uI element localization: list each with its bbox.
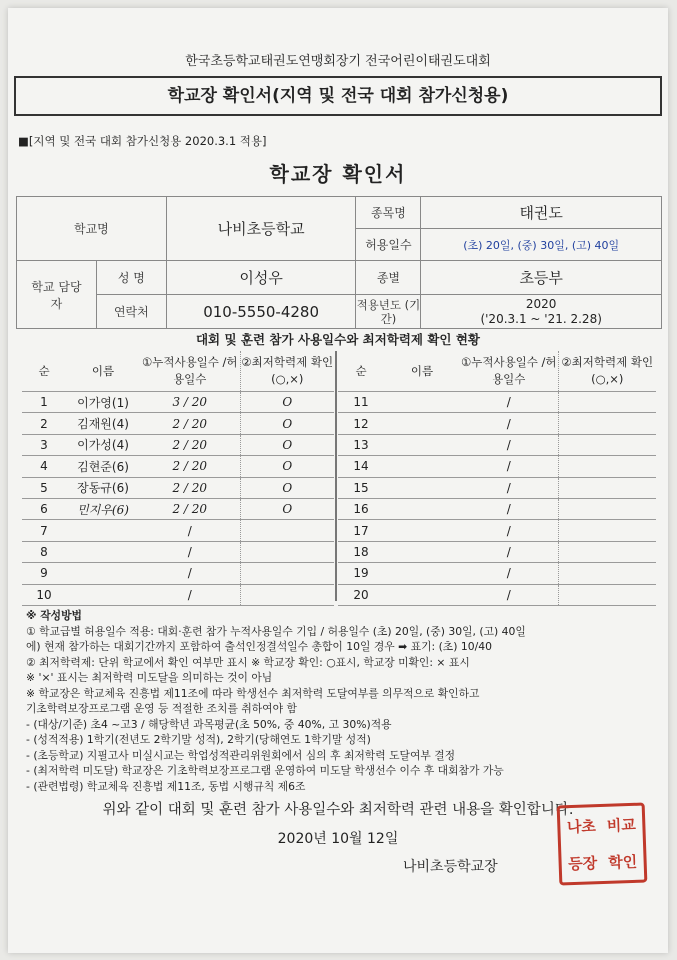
row-no: 6 (22, 498, 66, 519)
table-row (338, 584, 656, 605)
row-name: 김현준(6) (66, 456, 140, 477)
row-no: 4 (22, 456, 66, 477)
row-days: / (140, 520, 240, 541)
year-label: 적용년도 (기간) (356, 295, 421, 329)
row-days: / (140, 584, 240, 605)
row-days: 2 / 20 (140, 498, 240, 519)
row-days: 2 / 20 (140, 456, 240, 477)
row-days: / (460, 584, 558, 605)
table-row (22, 434, 334, 455)
table-row (22, 413, 334, 434)
col-check-header: ②최저학력제 확인(○,×) (240, 351, 334, 392)
row-name: 김재원(4) (66, 413, 140, 434)
row-no: 14 (338, 456, 384, 477)
table-row (22, 520, 334, 541)
row-days: / (460, 563, 558, 584)
note-line: - (최저학력 미도달) 학교장은 기초학력보장프로그램 운영하여 미도달 학생선수 이수 후 대회참가 가능 (26, 764, 504, 777)
row-check: O (240, 456, 334, 477)
note-line: - (관련법령) 학교체육 진흥법 제11조, 동법 시행규칙 제6조 (26, 779, 306, 793)
table-row (22, 456, 334, 477)
row-no: 20 (338, 584, 384, 605)
period-value: ('20.3.1 ~ '21. 2.28) (480, 311, 602, 326)
row-name (384, 413, 460, 434)
row-no: 12 (338, 413, 384, 434)
row-check (558, 477, 656, 498)
row-days: / (460, 520, 558, 541)
note-line: - (초등학교) 지필고사 미실시교는 학업성적관리위원회에서 심의 후 최저학력 도달여부 결정 (26, 748, 456, 762)
row-check: O (240, 498, 334, 519)
row-name (384, 541, 460, 562)
row-days: / (460, 413, 558, 434)
col-days-header: ①누적사용일수 /허용일수 (140, 351, 240, 392)
table-row (22, 584, 334, 605)
usage-table-left (22, 351, 334, 606)
name-label: 성 명 (96, 261, 166, 295)
row-no: 3 (22, 434, 66, 455)
note-line: - (대상/기준) 초4 ~고3 / 해당학년 과목평균(초 50%, 중 40%, 고 30%)적용 (26, 717, 392, 731)
year-value: 2020 (525, 296, 557, 311)
table-row (338, 477, 656, 498)
document-page (8, 8, 668, 953)
note-line: ※ 학교장은 학교체육 진흥법 제11조에 따라 학생선수 최저학력 도달여부를 의무적으로 확인하고 (26, 686, 480, 700)
row-days: / (460, 477, 558, 498)
col-no-header: 순 (22, 351, 66, 392)
event-label: 종목명 (356, 197, 421, 229)
manager-label: 학교 담당자 (17, 261, 97, 329)
school-label: 학교명 (17, 197, 167, 261)
row-name: 이가영(1) (66, 392, 140, 413)
table-row (22, 563, 334, 584)
row-name (384, 563, 460, 584)
row-check (240, 563, 334, 584)
row-name (384, 434, 460, 455)
row-no: 2 (22, 413, 66, 434)
row-no: 18 (338, 541, 384, 562)
form-note: ■[지역 및 전국 대회 참가신청용 2020.3.1 적용] (18, 134, 267, 148)
row-check (558, 413, 656, 434)
table-row (338, 498, 656, 519)
col-days-header: ①누적사용일수 /허용일수 (460, 351, 558, 392)
row-name (384, 584, 460, 605)
row-check (240, 520, 334, 541)
row-days: / (460, 392, 558, 413)
row-check (558, 434, 656, 455)
section-title: 대회 및 훈련 참가 사용일수와 최저학력제 확인 현황 (195, 332, 481, 347)
row-days: / (140, 541, 240, 562)
row-no: 15 (338, 477, 384, 498)
row-days: 2 / 20 (140, 477, 240, 498)
row-check: O (240, 392, 334, 413)
row-no: 16 (338, 498, 384, 519)
row-no: 5 (22, 477, 66, 498)
form-title-box: 학교장 확인서(지역 및 전국 대회 참가신청용) (14, 76, 662, 116)
contact-label: 연락처 (96, 295, 166, 329)
row-check: O (240, 413, 334, 434)
row-days: / (460, 434, 558, 455)
col-no-header: 순 (338, 351, 384, 392)
row-name (66, 584, 140, 605)
row-no: 1 (22, 392, 66, 413)
note-line: ② 최저학력제: 단위 학교에서 확인 여부만 표시 ※ 학교장 확인: ○표시, 학교장 미확인: × 표시 (26, 655, 470, 669)
row-name (384, 392, 460, 413)
row-days: / (460, 456, 558, 477)
row-no: 13 (338, 434, 384, 455)
principal-signature: 나비초등학교장 (403, 859, 498, 875)
row-name: 이가성(4) (66, 434, 140, 455)
row-days: / (460, 541, 558, 562)
note-line: 에) 현재 참가하는 대회기간까지 포함하여 출석인정결석일수 총합이 10일 경우 ➡ 표기: (초) 10/40 (26, 640, 492, 653)
row-check (240, 584, 334, 605)
row-no: 7 (22, 520, 66, 541)
row-no: 17 (338, 520, 384, 541)
table-row (22, 392, 334, 413)
row-name (66, 520, 140, 541)
table-row (338, 541, 656, 562)
event-value: 태권도 (421, 197, 662, 229)
contact-value: 010-5550-4280 (166, 295, 356, 329)
note-line: - (성적적용) 1학기(전년도 2학기말 성적), 2학기(당해연도 1학기말 성적) (26, 733, 371, 746)
row-check (558, 498, 656, 519)
row-days: / (460, 498, 558, 519)
row-name (384, 477, 460, 498)
row-check (240, 541, 334, 562)
row-no: 10 (22, 584, 66, 605)
table-row (338, 434, 656, 455)
row-no: 11 (338, 392, 384, 413)
row-days: 2 / 20 (140, 434, 240, 455)
table-row (338, 563, 656, 584)
col-name-header: 이름 (384, 351, 460, 392)
allowed-days-value: (초) 20일, (중) 30일, (고) 40일 (421, 229, 662, 261)
table-row (22, 477, 334, 498)
row-check (558, 392, 656, 413)
note-line: 기초학력보장프로그램 운영 등 적절한 조치를 취하여야 함 (26, 702, 297, 715)
table-row (338, 413, 656, 434)
row-check (558, 584, 656, 605)
row-check (558, 520, 656, 541)
note-line: ※ 작성방법 (26, 609, 82, 622)
table-row (338, 456, 656, 477)
organization-name: 한국초등학교태권도연맹회장기 전국어린이태권도대회 (185, 54, 491, 69)
table-row (338, 520, 656, 541)
table-row (22, 541, 334, 562)
row-name: 장동규(6) (66, 477, 140, 498)
year-period-cell (421, 295, 662, 329)
name-value: 이성우 (166, 261, 356, 295)
col-name-header: 이름 (66, 351, 140, 392)
table-row (22, 498, 334, 519)
row-name (384, 520, 460, 541)
row-days: 2 / 20 (140, 413, 240, 434)
official-seal: 나초 비교 등장 학인 (557, 802, 648, 885)
row-name: 민지우(6) (66, 498, 140, 519)
table-divider (335, 351, 337, 601)
confirmation-statement: 위와 같이 대회 및 훈련 참가 사용일수와 최저학력 관련 내용을 확인합니다. (102, 802, 574, 818)
school-value: 나비초등학교 (166, 197, 356, 261)
row-no: 9 (22, 563, 66, 584)
table-row (338, 392, 656, 413)
note-line: ① 학교급별 허용일수 적용: 대회·훈련 참가 누적사용일수 기입 / 허용일수 (초) 20일, (중) 30일, (고) 40일 (26, 624, 526, 638)
row-check (558, 456, 656, 477)
row-name (384, 498, 460, 519)
row-check (558, 541, 656, 562)
col-check-header: ②최저학력제 확인(○,×) (558, 351, 656, 392)
issue-date: 2020년 10월 12일 (277, 831, 399, 847)
row-days: 3 / 20 (140, 392, 240, 413)
row-name (384, 456, 460, 477)
row-check: O (240, 434, 334, 455)
document-title: 학교장 확인서 (269, 162, 407, 186)
row-check (558, 563, 656, 584)
division-label: 종별 (356, 261, 421, 295)
row-no: 19 (338, 563, 384, 584)
usage-table-right (338, 351, 656, 606)
row-no: 8 (22, 541, 66, 562)
division-value: 초등부 (421, 261, 662, 295)
school-info-table (16, 196, 662, 329)
note-line: ※ '×' 표시는 최저학력 미도달을 의미하는 것이 아님 (26, 671, 273, 684)
row-name (66, 541, 140, 562)
row-days: / (140, 563, 240, 584)
row-name (66, 563, 140, 584)
instructions (26, 608, 656, 794)
allowed-days-label: 허용일수 (356, 229, 421, 261)
row-check: O (240, 477, 334, 498)
